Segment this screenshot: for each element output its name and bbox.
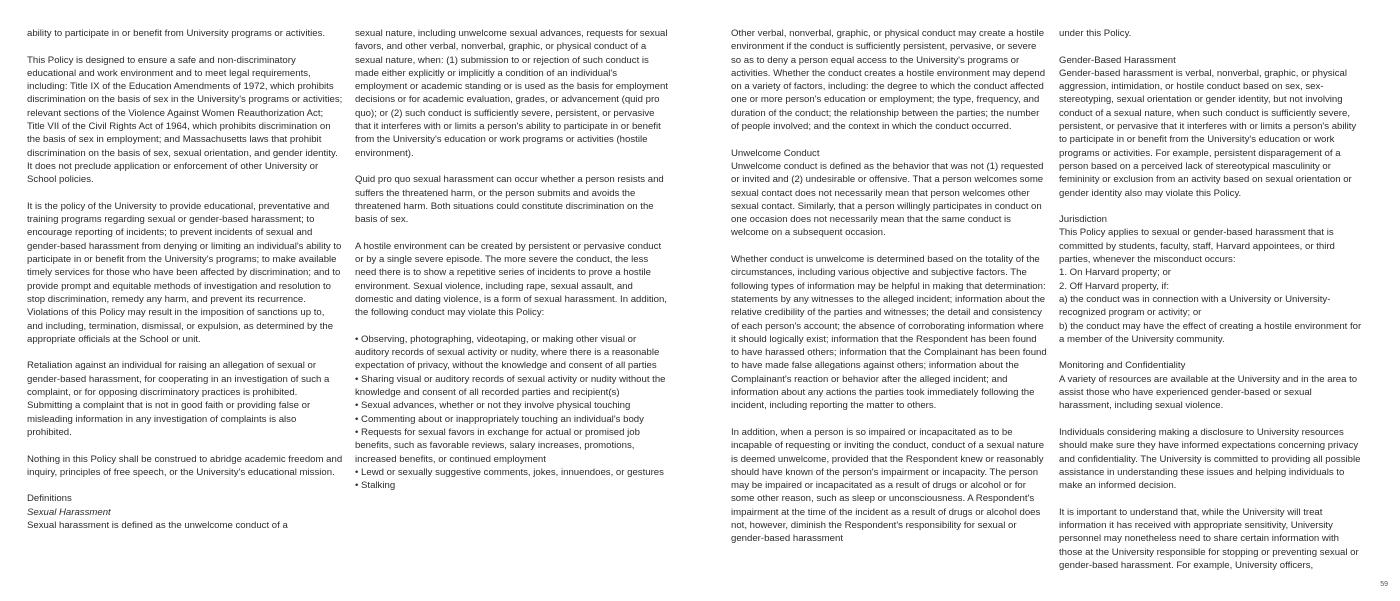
right-page xyxy=(700,0,1400,601)
jurisdiction-item: a) the conduct was in connection with a University or University-recognized program or activity; or xyxy=(1059,293,1331,319)
paragraph: Individuals considering making a disclosure to University resources should make sure they have informed expectations concerning privacy and confidentiality. The University is committed to providing all possible assistance in understanding these issues and helping individuals to make an informed decision. xyxy=(1059,426,1361,492)
paragraph: Quid pro quo sexual harassment can occur whether a person resists and suffers the threatened harm, or the person submits and avoids the threatened harm. Both situations could constitute discrimination on the basis of sex. xyxy=(355,174,664,226)
paragraph: Whether conduct is unwelcome is determined based on the totality of the circumstances, including various objective and subjective factors. The following types of information may be helpful in making that determination: statements by any witnesses to the alleged incident; information about the relative credibility of the parties and witnesses; the detail and consistency of each person's account; the absence of corroborating information where it should logically exist; information that the Respondent has been found to have harassed others; information that the Complainant has been found to have made false allegations against others; information about the Complainant's reaction or behavior after the alleged incident; and information about any actions the parties took immediately following the incident, including reporting the matter to others. xyxy=(731,254,1047,412)
column-3 xyxy=(731,27,1047,546)
jurisdiction-item: 1. On Harvard property; or xyxy=(1059,267,1171,279)
paragraph: This Policy is designed to ensure a safe and non-discriminatory educational and work environment and to meet legal requirements, including: Title IX of the Education Amendments of 1972, which prohibits discrimination on the basis of sex in the University's programs or activities; relevant sections of the Violence Against Women Reauthorization Act; Title VII of the Civil Rights Act of 1964, which prohibits discrimination on the basis of sex in employment; and Massachusetts laws that prohibit discrimination on the basis of sex, sexual orientation, and gender identity. It does not preclude application or enforcement of other University or School policies. xyxy=(27,54,343,186)
column-4 xyxy=(1059,27,1364,572)
unwelcome-conduct-section xyxy=(731,147,1047,240)
paragraph: A hostile environment can be created by persistent or pervasive conduct or by a single severe episode. The more severe the conduct, the less need there is to show a repetitive series of incidents to prove a hostile environment. Sexual violence, including rape, sexual assault, and domestic and dating violence, is a form of sexual harassment. In addition, the following conduct may violate this Policy: xyxy=(355,240,667,319)
paragraph: Gender-based harassment is verbal, nonverbal, graphic, or physical aggression, intimidation, or hostile conduct based on sex, sex-stereotyping, sexual orientation or gender identity, but not involving conduct of a sexual nature, when such conduct is sufficiently severe, persistent, or pervasive that it interferes with or limits a person's ability to participate in or benefit from the University's education or work programs or activities. For example, persistent disparagement of a person based on a perceived lack of stereotypical masculinity or femininity or exclusion from an activity based on sexual orientation or gender identity also may violate this Policy. xyxy=(1059,67,1357,199)
definitions-section xyxy=(27,492,343,532)
list-item: • Requests for sexual favors in exchange for actual or promised job benefits, such as favorable reviews, salary increases, promotions, increased benefits, or continued employment xyxy=(355,426,640,465)
section-heading-monitoring-confidentiality: Monitoring and Confidentiality xyxy=(1059,360,1186,372)
list-item: • Sexual advances, whether or not they involve physical touching xyxy=(355,400,631,412)
column-2 xyxy=(355,27,671,492)
section-heading-jurisdiction: Jurisdiction xyxy=(1059,214,1107,226)
subheading-sexual-harassment: Sexual Harassment xyxy=(27,506,111,518)
paragraph: Retaliation against an individual for raising an allegation of sexual or gender-based harassment, for cooperating in an investigation of such a complaint, or for opposing discriminatory practices is prohibited. Submitting a complaint that is not in good faith or providing false or misleading information in any investigation of complaints is also prohibited. xyxy=(27,360,330,438)
section-heading-gender-based-harassment: Gender-Based Harassment xyxy=(1059,54,1176,66)
paragraph: Nothing in this Policy shall be construed to abridge academic freedom and inquiry, principles of free speech, or the University's educational mission. xyxy=(27,453,343,478)
list-item: • Commenting about or inappropriately touching an individual's body xyxy=(355,413,644,425)
list-item: • Observing, photographing, videotaping, or making other visual or auditory records of sexual activity or nudity, where there is a reasonable expectation of privacy, without the knowledge and consent of all parties xyxy=(355,333,660,372)
column-1 xyxy=(27,27,343,532)
paragraph: sexual nature, including unwelcome sexual advances, requests for sexual favors, and other verbal, nonverbal, graphic, or physical conduct of a sexual nature, when: (1) submission to or rejection of such conduct is made either explicitly or implicitly a condition of an individual's employment or academic standing or is used as the basis for employment decisions or for academic evaluation, grades, or advancement (quid pro quo); or (2) such conduct is sufficiently severe, persistent, or pervasive that it interferes with or limits a person's ability to participate in or benefit from the University's education or work programs or activities (hostile environment). xyxy=(355,28,669,159)
paragraph: Unwelcome conduct is defined as the behavior that was not (1) requested or invited and (2) undesirable or offensive. That a person welcomes some sexual contact does not necessarily mean that person welcomes other sexual contact. Similarly, that a person willingly participates in conduct on one occasion does not necessarily mean that the same conduct is welcome on a subsequent occasion. xyxy=(731,160,1044,239)
jurisdiction-text: This Policy applies to sexual or gender-based harassment that is committed by students, faculty, staff, Harvard appointees, or third parties, whenever the misconduct occurs: xyxy=(1059,227,1335,266)
gender-based-harassment-section xyxy=(1059,54,1364,200)
paragraph: In addition, when a person is so impaired or incapacitated as to be incapable of requesting or inviting the conduct, conduct of a sexual nature is deemed unwelcome, provided that the Respondent knew or reasonably should have known of the person's impairment or incapacity. The person may be impaired or incapacitated as a result of drugs or alcohol or for some other reason, such as sleep or unconsciousness. A Respondent's impairment at the time of the incident as a result of drugs or alcohol does not, however, diminish the Respondent's responsibility for sexual or gender-based harassment xyxy=(731,426,1045,545)
jurisdiction-item: 2. Off Harvard property, if: xyxy=(1059,280,1170,292)
jurisdiction-item: b) the conduct may have the effect of creating a hostile environment for a member of the University community. xyxy=(1059,320,1362,345)
page-number: 59 xyxy=(1380,581,1388,588)
list-item: • Sharing visual or auditory records of sexual activity or nudity without the knowledge and consent of all recorded parties and recipient(s) xyxy=(355,373,666,399)
jurisdiction-section xyxy=(1059,213,1364,346)
paragraph: Other verbal, nonverbal, graphic, or physical conduct may create a hostile environment if the conduct is sufficiently persistent, pervasive, or severe so as to deny a person equal access to the University's programs or activities. Whether the conduct creates a hostile environment may depend on a variety of factors, including: the degree to which the conduct affected one or more person's education or employment; the type, frequency, and duration of the conduct; the relationship between the parties; the number of people involved; and the context in which the conduct occurred. xyxy=(731,28,1046,133)
list-item: • Lewd or sexually suggestive comments, jokes, innuendoes, or gestures xyxy=(355,466,664,478)
conduct-bullet-list xyxy=(355,333,671,493)
paragraph: Sexual harassment is defined as the unwelcome conduct of a xyxy=(27,519,288,531)
list-item: • Stalking xyxy=(355,480,396,492)
paragraph: ability to participate in or benefit from University programs or activities. xyxy=(27,28,326,39)
paragraph: It is the policy of the University to provide educational, preventative and training programs regarding sexual or gender-based harassment; to encourage reporting of incidents; to prevent incidents of sexual and gender-based harassment from denying or limiting an individual's ability to participate in or benefit from the University's programs; to make available timely services for those who have been affected by discrimination; and to provide prompt and equitable methods of investigation and resolution to stop discrimination, remedy any harm, and prevent its recurrence. Violations of this Policy may result in the imposition of sanctions up to, and including, termination, dismissal, or expulsion, as determined by the appropriate officials at the School or unit. xyxy=(27,200,342,345)
section-heading-definitions: Definitions xyxy=(27,493,72,505)
paragraph: It is important to understand that, while the University will treat information it has received with appropriate sensitivity, University personnel may nonetheless need to share certain information with those at the University responsible for stopping or preventing sexual or gender-based harassment. For example, University officers, xyxy=(1059,506,1359,571)
monitoring-section xyxy=(1059,359,1364,412)
paragraph: A variety of resources are available at the University and in the area to assist those who have experienced gender-based or sexual harassment, including sexual violence. xyxy=(1059,373,1358,412)
section-heading-unwelcome-conduct: Unwelcome Conduct xyxy=(731,147,820,159)
paragraph: under this Policy. xyxy=(1059,28,1132,39)
